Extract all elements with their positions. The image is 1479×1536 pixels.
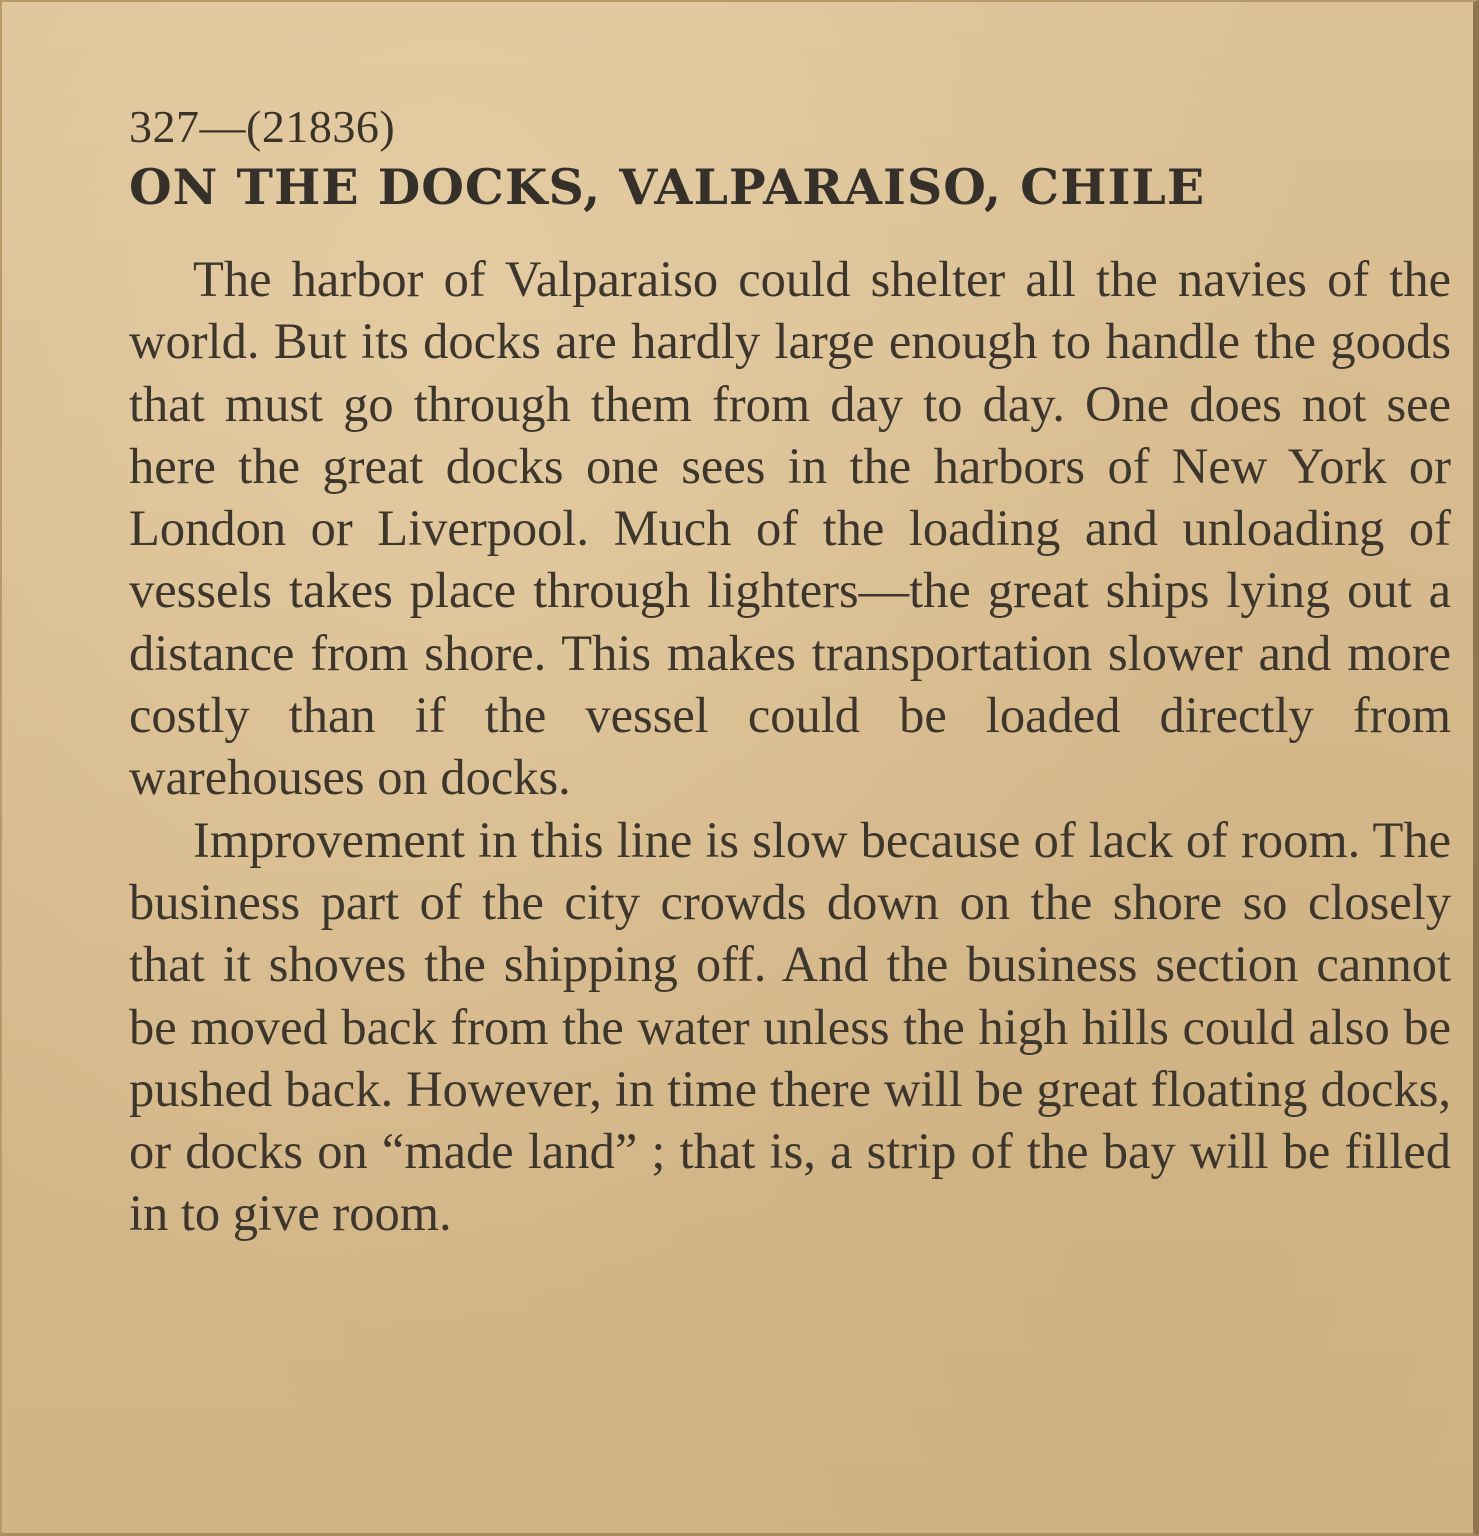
card-title: ON THE DOCKS, VALPARAISO, CHILE xyxy=(129,158,1206,216)
paragraph-2: Improvement in this line is slow because of lack of room. The business part of the city crowds down on the shore so closely that it shoves the shipping off. And the business section cannot be moved back from the water unless the high hills could also be pushed back. However, in time there will be great floating docks, or docks on “made land” ; that is, a strip of the bay will be filled in to give room. xyxy=(129,811,1451,1242)
card-content xyxy=(129,98,1451,1245)
catalog-number: 327—(21836) xyxy=(129,101,396,152)
paragraph-1: The harbor of Valparaiso could shelter all the navies of the world. But its docks are hardly large enough to handle the goods that must go through them from day to day. One does not see here the great docks one sees in the harbors of New York or London or Liverpool. Much of the loading and unloading of vessels takes place through lighters—the great ships lying out a distance from shore. This makes transportation slower and more costly than if the vessel could be loaded directly from warehouses on docks. xyxy=(129,251,1451,806)
body-text xyxy=(129,248,1451,1245)
